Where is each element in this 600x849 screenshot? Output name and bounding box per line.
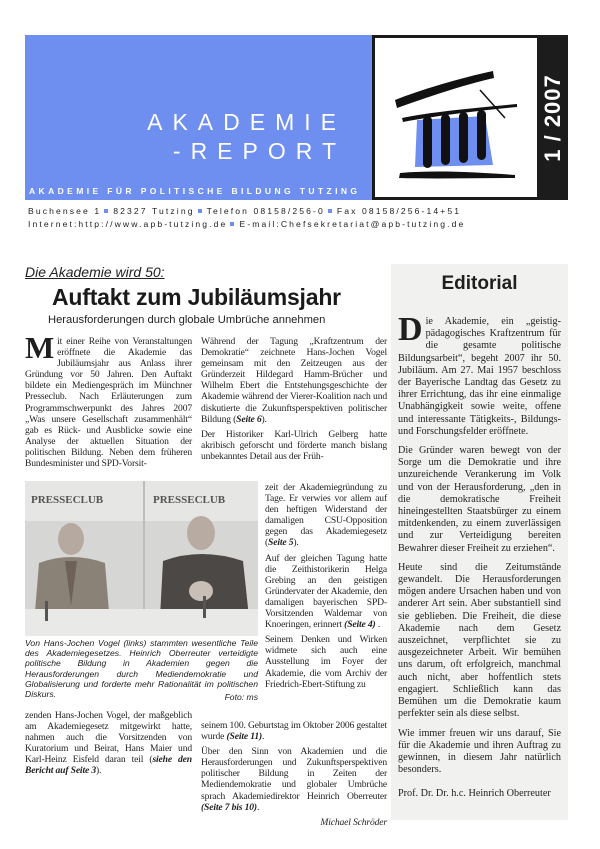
article-column-2-wrap bbox=[265, 482, 387, 718]
separator-dot bbox=[198, 209, 202, 213]
paragraph-text: zeit der Akademiegründung zu Tage. Er verwies vor allem auf den heftigen Widerstand der damaligen CSU-Opposition gegen das Akademiegesetz ( bbox=[265, 482, 387, 549]
paragraph-text: Seinem Denken und Wirken widmete sich auch eine Ausstellung im Foyer der Akademie, die vom Archiv der Friedrich-Ebert-Stiftung zu bbox=[265, 634, 387, 690]
article-column-2-bottom bbox=[201, 720, 387, 828]
masthead-title-block bbox=[25, 35, 372, 200]
backdrop-logo-text: PRESSECLUB bbox=[31, 494, 104, 506]
photo-caption: Von Hans-Jochen Vogel (links) stammten wesentliche Teile des Akademiegesetzes. Heinrich Oberreuter verteidigte politische Bildung in Akademien gegen die Herausforderungen durch Mediendemokratie und Globalisierung und forderte mehr Rationalität im politischen Diskurs. bbox=[25, 638, 258, 700]
issue-strip bbox=[537, 35, 568, 200]
issue-number: 1 / 2007 bbox=[539, 73, 565, 162]
drop-cap: M bbox=[25, 330, 55, 365]
paragraph-end: ). bbox=[293, 537, 299, 549]
editorial-paragraph bbox=[398, 311, 561, 438]
article-paragraph bbox=[265, 482, 387, 549]
article-kicker: Die Akademie wird 50: bbox=[25, 264, 165, 280]
article-photo bbox=[25, 481, 258, 636]
page-reference: (Seite 11) bbox=[226, 731, 263, 743]
paragraph-end: ). bbox=[95, 765, 102, 777]
article-column-1 bbox=[25, 330, 192, 478]
masthead-title-line-1: AKADEMIE bbox=[147, 109, 346, 135]
contact-city: 82327 Tutzing bbox=[113, 206, 195, 216]
paragraph-text: zenden Hans-Jochen Vogel, der maßgeblich am Akademiegesetz mitgewirkt hatte, nahmen auch die Vorsitzenden von Kuratorium und Beirat, Hans Maier und Karl-Heinz Eisfeld daran teil ( bbox=[25, 710, 192, 766]
paragraph-text: ie Akademie, ein „geistig-pädagogisches Kraftzentrum für die gesamte politische Bildungsarbeit“, begeht 2007 ihr 50. Jubiläum. Am 27. Mai 1957 beschloss der Bayerische Landtag das Gesetz zu ihrer Errichtung, das ihr eine einmalige Unabhängigkeit sowie weite, offene und interessante Tätigkeits-, Bildungs- und Forschungsfelder eröffnete. bbox=[398, 316, 561, 437]
article-deck: Herausforderungen durch globale Umbrüche annehmen bbox=[48, 314, 326, 326]
page-reference: Seite 6 bbox=[236, 413, 262, 425]
logo-base-stroke bbox=[399, 172, 515, 179]
editorial-body bbox=[398, 311, 561, 808]
contact-line-2 bbox=[28, 219, 573, 229]
logo-roof-stroke-1 bbox=[395, 71, 494, 108]
article-paragraph bbox=[201, 720, 387, 742]
paragraph-text: it einer Reihe von Veranstaltungen eröffnete die Akademie das Jubiläumsjahr aus Anlass ihrer Gründung vor 50 Jahren. Den Auftakt bildete ein Mediengespräch im Münchner Presseclub. Nach Erläuterungen zum Programmschwerpunkt des Jahres 2007 „Was unsere Gesellschaft zusammenhält“ gab es Rück- und Ausblicke sowie eine Analyse der aktuellen Situation der politischen Bildung. Neben dem früheren Bundesminister und SPD-Vorsit- bbox=[25, 336, 192, 470]
drop-cap: D bbox=[398, 311, 423, 348]
contact-street: Buchensee 1 bbox=[28, 206, 102, 216]
editorial-paragraph: Heute sind die Zeitumstände gewandelt. Die Herausforderungen mögen andere Ursachen haben und von anderer Art sein. Aber substantiell sind sie geblieben. Die Freiheit, die diese Akademie nach dem Gesetz auszeichnet, verpflichtet sie zu ausgezeichneter Arbeit. Wir bemühen uns darum, oft erfolgreich, manchmal auch nicht, aber hoffentlich stets engagiert. Schließlich kann das Bemühen um die Demokratie kaum perfekter sein als diese selbst. bbox=[398, 561, 561, 720]
separator-dot bbox=[328, 209, 332, 213]
separator-dot bbox=[230, 222, 234, 226]
article-paragraph bbox=[25, 710, 192, 777]
article-column-1-bottom bbox=[25, 710, 192, 781]
editorial-title: Editorial bbox=[441, 273, 518, 294]
article-paragraph bbox=[25, 330, 192, 470]
article-paragraph bbox=[201, 336, 387, 425]
backdrop-logo-text: PRESSECLUB bbox=[153, 494, 226, 506]
contact-fax: Fax 08158/256-14+51 bbox=[336, 206, 462, 216]
article-paragraph bbox=[265, 634, 387, 689]
page-reference: (Seite 7 bis 10) bbox=[201, 801, 257, 813]
editorial-box bbox=[391, 264, 568, 820]
logo-column-1 bbox=[423, 116, 432, 168]
editorial-signature: Prof. Dr. Dr. h.c. Heinrich Oberreuter bbox=[398, 788, 551, 800]
page-reference: siehe den Bericht auf Seite 3 bbox=[25, 754, 192, 777]
photo-credit: Foto: ms bbox=[224, 692, 258, 702]
logo-column-3 bbox=[459, 112, 468, 163]
logo-column-4 bbox=[477, 110, 486, 160]
page-reference: Seite 5 bbox=[268, 537, 294, 549]
paragraph-text: Über den Sinn von Akademien und die Herausforderungen und Zukunftsperspektiven politischer Bildung in Zeiten der Mediendemokratie und globaler Umbrüche sprach Akademiedirektor Heinrich Oberreuter bbox=[201, 746, 387, 802]
press-conference-photo bbox=[25, 481, 258, 636]
masthead-subtitle: AKADEMIE FÜR POLITISCHE BILDUNG TUTZING bbox=[29, 186, 361, 196]
paragraph-text: seinem 100. Geburtstag im Oktober 2006 gestaltet wurde bbox=[201, 720, 387, 743]
separator-dot bbox=[104, 209, 108, 213]
logo-frame bbox=[372, 35, 537, 200]
article-column-2 bbox=[201, 336, 387, 479]
paragraph-end: . bbox=[256, 801, 260, 813]
paragraph-end: ). bbox=[261, 413, 267, 425]
contact-phone: Telefon 08158/256-0 bbox=[206, 206, 325, 216]
logo-column-2 bbox=[441, 114, 450, 165]
article-headline: Auftakt zum Jubiläumsjahr bbox=[52, 284, 341, 310]
paragraph-text: Auf der gleichen Tagung hatte die Zeithistorikerin Helga Grebing an den geistigen Gründervater der Akademie, den damaligen bayerischen SPD-Vorsitzenden Waldemar von Knoeringen, erinnert bbox=[265, 552, 387, 631]
article-paragraph bbox=[265, 553, 387, 631]
editorial-paragraph: Wie immer freuen wir uns darauf, Sie für die Akademie und ihren Auftrag zu gewinnen, in diesem Jahr natürlich besonders. bbox=[398, 727, 561, 776]
paragraph-text: Während der Tagung „Kraftzentrum der Demokratie“ zeichnete Hans-Jochen Vogel gemeinsam mit den Zeitzeugen aus der Gründerzeit Hildegard Hamm-Brücher und Wilhelm Ebert die Entstehungsgeschichte der Akademie während der Vierer-Koalition nach und diskutierte die Zukunftsperspektiven politischer Bildung ( bbox=[201, 336, 387, 425]
paragraph-end: . bbox=[262, 731, 265, 743]
contact-line-1 bbox=[28, 206, 573, 216]
article-byline: Michael Schröder bbox=[320, 816, 387, 828]
masthead-title-line-2: -REPORT bbox=[172, 138, 346, 164]
editorial-paragraph: Die Gründer waren bewegt von der Sorge um die Demokratie und ihre unzureichende Verankerung im Volk und von der Herausforderung, „den in die demokratische Freiheit hineingestellten Staatsbürger zu einem mitdenkenden, zu einem zuverlässigen und zur Verteidigung bereiten Bewahrer dieser Freiheit zu erziehen“. bbox=[398, 445, 561, 554]
article-paragraph bbox=[201, 746, 387, 813]
contact-email-link[interactable]: E-mail:Chefsekretariat@apb-tutzing.de bbox=[239, 219, 466, 229]
paragraph-end: . bbox=[375, 619, 381, 631]
page-reference: (Seite 4) bbox=[344, 619, 376, 631]
paragraph-text: Der Historiker Karl-Ulrich Gelberg hatte akribisch geforscht und förderte manch bislang unbekanntes Detail aus der Früh- bbox=[201, 428, 387, 462]
column-temple-logo-icon bbox=[375, 38, 537, 197]
article-paragraph bbox=[201, 429, 387, 462]
contact-website-link[interactable]: Internet:http://www.apb-tutzing.de bbox=[28, 219, 228, 229]
masthead bbox=[25, 35, 568, 200]
